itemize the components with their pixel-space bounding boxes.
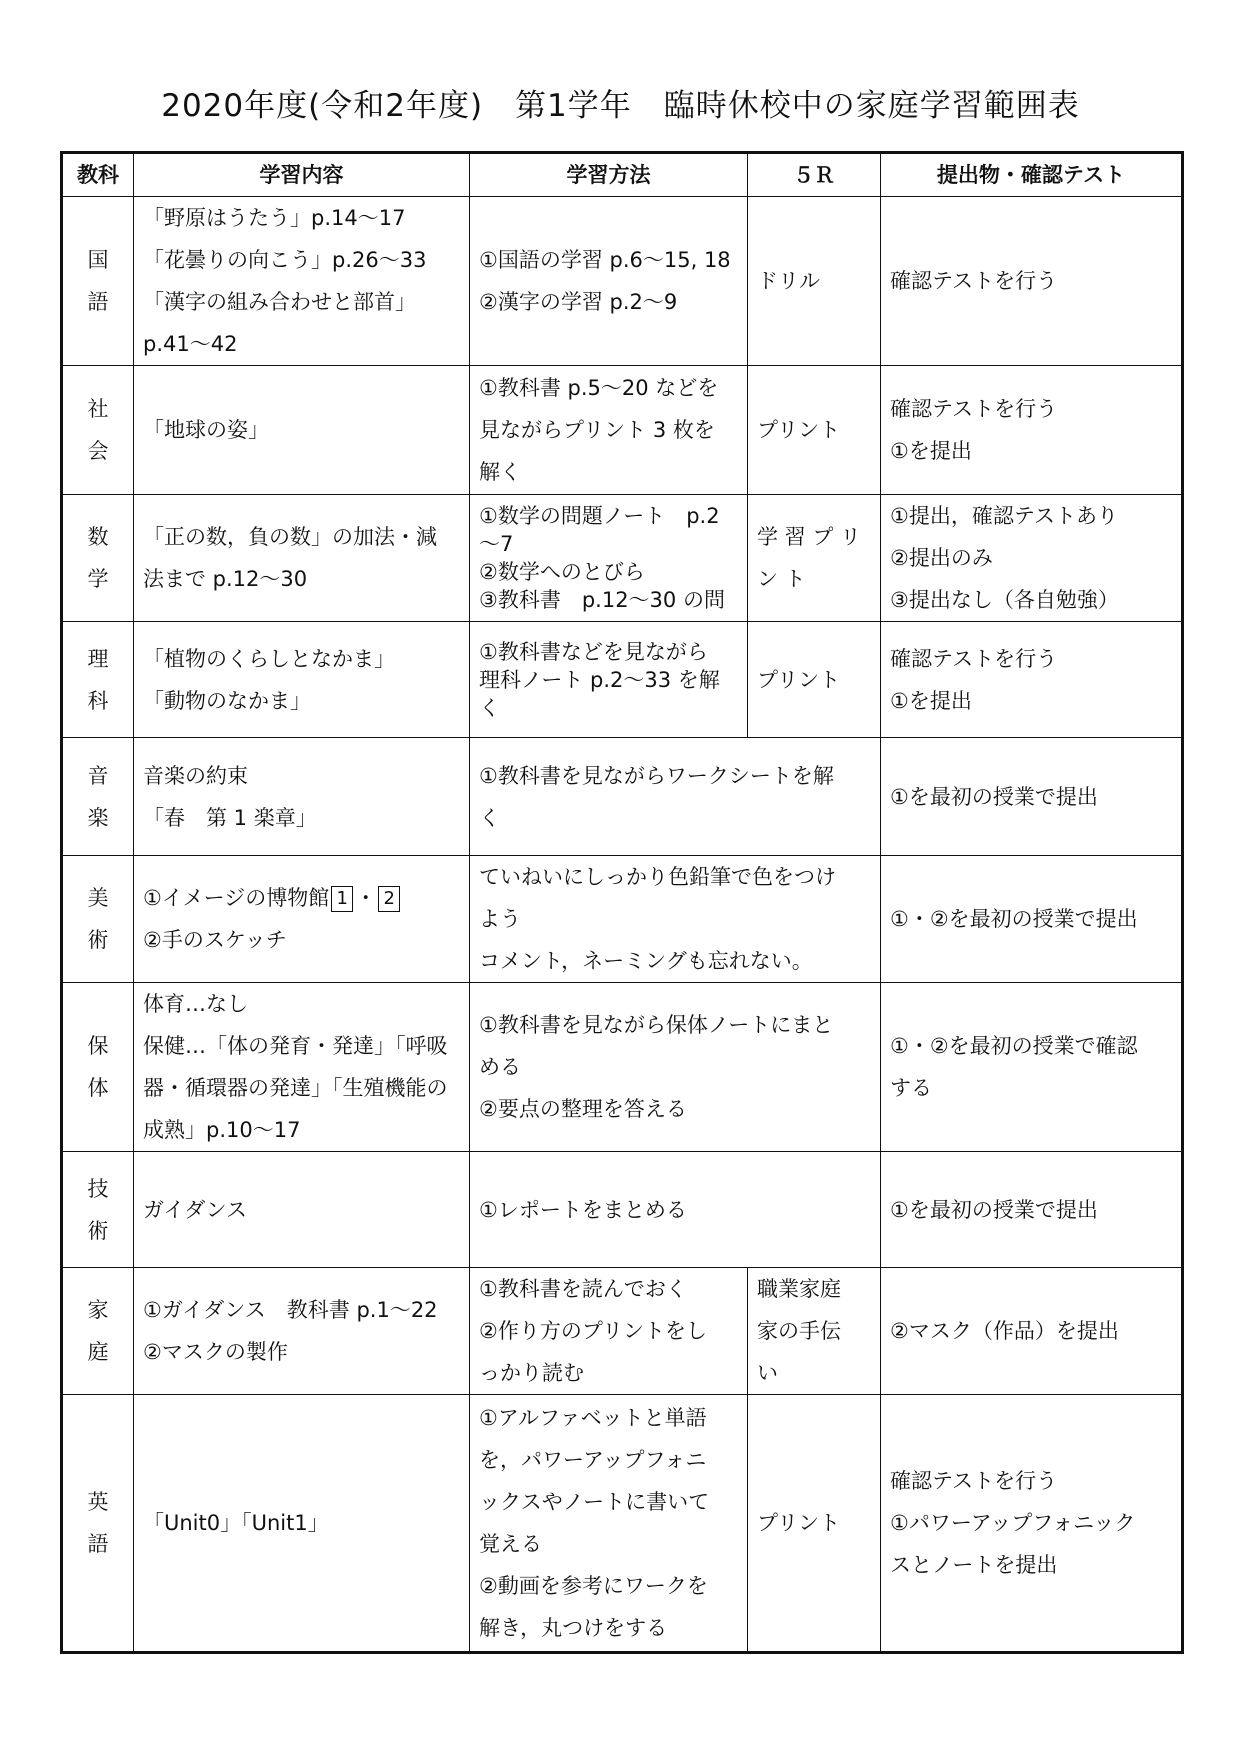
content-cell: ①ガイダンス 教科書 p.1～22 ②マスクの製作: [134, 1268, 470, 1395]
content-cell: 「植物のくらしとなかま」 「動物のなかま」: [134, 622, 470, 738]
submission-cell: ①を最初の授業で提出: [881, 738, 1183, 856]
number-box-2: 2: [378, 886, 400, 912]
method-cell: ①国語の学習 p.6～15, 18 ②漢字の学習 p.2～9: [470, 197, 748, 366]
five-r-cell: プリント: [748, 366, 881, 495]
method-cell: ①教科書などを見ながら 理科ノート p.2～33 を解 く: [470, 622, 748, 738]
submission-cell: ①・②を最初の授業で提出: [881, 856, 1183, 983]
table-row: [62, 856, 1183, 983]
header-subject: 教科: [62, 153, 134, 197]
table-row: [62, 1152, 1183, 1268]
five-r-cell: 職業家庭 家の手伝 い: [748, 1268, 881, 1395]
submission-cell: 確認テストを行う ①パワーアップフォニック スとノートを提出: [881, 1395, 1183, 1653]
subject-cell-eigo: 英 語: [62, 1395, 134, 1653]
method-cell: ①数学の問題ノート p.2 ～7 ②数学へのとびら ③教科書 p.12～30 の問: [470, 495, 748, 622]
content-cell: 「Unit0」「Unit1」: [134, 1395, 470, 1653]
method-cell: ①レポートをまとめる: [470, 1152, 881, 1268]
header-5r: ５Ｒ: [748, 153, 881, 197]
submission-cell: ①を最初の授業で提出: [881, 1152, 1183, 1268]
method-cell: ①教科書を読んでおく ②作り方のプリントをし っかり読む: [470, 1268, 748, 1395]
table-row: [62, 366, 1183, 495]
submission-cell: ①・②を最初の授業で確認 する: [881, 983, 1183, 1152]
table-row: [62, 197, 1183, 366]
five-r-cell: プリント: [748, 1395, 881, 1653]
header-submission: 提出物・確認テスト: [881, 153, 1183, 197]
table-row: [62, 1268, 1183, 1395]
five-r-cell: プリント: [748, 622, 881, 738]
subject-cell-gijutsu: 技 術: [62, 1152, 134, 1268]
number-box-1: 1: [331, 886, 353, 912]
subject-cell-bijutsu: 美 術: [62, 856, 134, 983]
content-cell: ①イメージの博物館 1 ・ 2 ②手のスケッチ: [134, 856, 470, 983]
content-cell: 「野原はうたう」p.14～17 「花曇りの向こう」p.26～33 「漢字の組み合わせと部首」 p.41～42: [134, 197, 470, 366]
subject-cell-sugaku: 数 学: [62, 495, 134, 622]
subject-cell-shakai: 社 会: [62, 366, 134, 495]
table-row: [62, 495, 1183, 622]
content-cell: 音楽の約束 「春 第 1 楽章」: [134, 738, 470, 856]
content-cell: 体育…なし 保健…「体の発育・発達」「呼吸 器・循環器の発達」「生殖機能の 成熟」p.10～17: [134, 983, 470, 1152]
subject-cell-kokugo: 国 語: [62, 197, 134, 366]
method-cell: ていねいにしっかり色鉛筆で色をつけ よう コメント，ネーミングも忘れない。: [470, 856, 881, 983]
content-cell: ガイダンス: [134, 1152, 470, 1268]
table-header-row: [62, 153, 1183, 197]
submission-cell: 確認テストを行う ①を提出: [881, 366, 1183, 495]
page-title: 2020年度(令和2年度) 第1学年 臨時休校中の家庭学習範囲表: [161, 88, 1080, 124]
submission-cell: ②マスク（作品）を提出: [881, 1268, 1183, 1395]
method-cell: ①教科書を見ながら保体ノートにまと める ②要点の整理を答える: [470, 983, 881, 1152]
subject-cell-ongaku: 音 楽: [62, 738, 134, 856]
subject-cell-hotai: 保 体: [62, 983, 134, 1152]
study-range-table: [60, 151, 1184, 1654]
table-row: [62, 622, 1183, 738]
header-content: 学習内容: [134, 153, 470, 197]
submission-cell: ①提出，確認テストあり ②提出のみ ③提出なし（各自勉強）: [881, 495, 1183, 622]
method-cell: ①アルファベットと単語 を，パワーアップフォニ ックスやノートに書いて 覚える ②動画を参考にワークを 解き，丸つけをする: [470, 1395, 748, 1653]
content-cell: 「地球の姿」: [134, 366, 470, 495]
submission-cell: 確認テストを行う ①を提出: [881, 622, 1183, 738]
subject-cell-katei: 家 庭: [62, 1268, 134, 1395]
submission-cell: 確認テストを行う: [881, 197, 1183, 366]
table-row: [62, 738, 1183, 856]
method-cell: ①教科書 p.5～20 などを 見ながらプリント 3 枚を 解く: [470, 366, 748, 495]
subject-cell-rika: 理 科: [62, 622, 134, 738]
five-r-cell: ドリル: [748, 197, 881, 366]
table-row: [62, 1395, 1183, 1653]
five-r-cell: 学 習 プ リ ン ト: [748, 495, 881, 622]
header-method: 学習方法: [470, 153, 748, 197]
method-cell: ①教科書を見ながらワークシートを解 く: [470, 738, 881, 856]
table-row: [62, 983, 1183, 1152]
content-cell: 「正の数，負の数」の加法・減 法まで p.12～30: [134, 495, 470, 622]
